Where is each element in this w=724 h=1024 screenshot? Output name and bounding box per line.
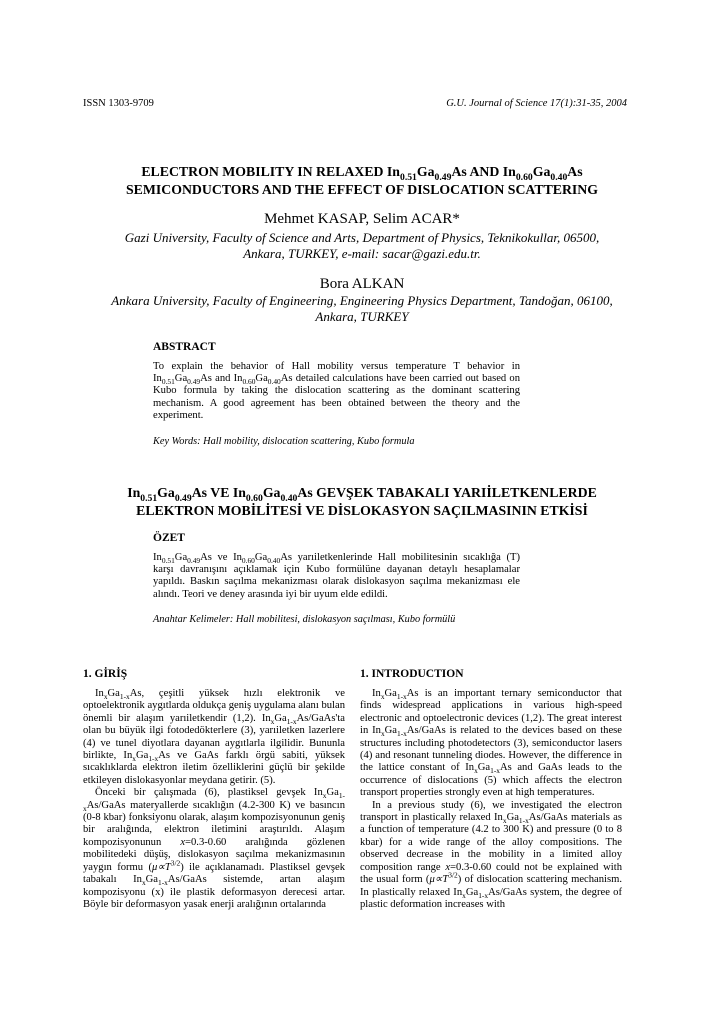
left-paragraph-2: Önceki bir çalışmada (6), plastiksel gevşek $In_xGa_{1-x}As$/GaAs materyallerde sıcaklığın (4.2-300 K) ve basıncın (0-8 kbar) fonksiyonu olarak, alaşım kompozisyonunun geniş bir aralığında, elektron iletimini araştırıldı. Alaşım kompozisyonunun x=0.3-0.60 aralığında gözlenen mobilitedeki düşüş, dislokasyon saçılma mekanizmasının yaygın formu $(\mu\propto T^{3/2})$ ile açıklanamadı. Plastiksel gevşek tabakalı $In_xGa_{1-x}As$/GaAs sistemde, artan alaşım kompozisyonu (x) ile plastik deformasyon derecesi artar. Böyle bir deformasyon yasak enerji aralığının ortalarında xyxy=(83,787,345,910)
ozet-heading: ÖZET xyxy=(153,532,185,544)
title-en-line2: SEMICONDUCTORS AND THE EFFECT OF DISLOCATION SCATTERING xyxy=(126,182,598,197)
keywords-en: Key Words: Hall mobility, dislocation scattering, Kubo formula xyxy=(153,436,415,447)
affiliation-1: Gazi University, Faculty of Science and Arts, Department of Physics, Teknikokullar, 06500, Ankara, TURKEY, e-mail: sacar@gazi.edu.tr. xyxy=(124,230,600,261)
right-paragraph-1: $In_xGa_{1-x}As$ is an important ternary semiconductor that finds widespread applications in various high-speed electronic and optoelectronic devices (1,2). The great interest in $In_xGa_{1-x}As$/GaAs is related to the devices based on these structures including photodetectors (3), semiconductor lasers (4) and resonant tunneling diodes. However, the difference in the lattice constant of $In_xGa_{1-x}As$ and GaAs leads to the occurrence of dislocations (5) which affects the electron transport properties strongly even at high temperatures. xyxy=(360,688,622,799)
ozet-text: $In_{0.51}Ga_{0.49}As$ ve $In_{0.60}Ga_{0.40}As$ yarıiletkenlerinde Hall mobilitesinin sıcaklığa (T) karşı davranışını açıklamak için Kubo formülüne dayanan detaylı hesaplamalar yapıldı. Baskın saçılma mekanizması olarak dislokasyon saçılma mekanizması ele alındı. Teori ve deney arasında iyi bir uyum elde edildi. xyxy=(153,552,520,600)
right-paragraph-2: In a previous study (6), we investigated the electron transport in plastically relaxed $In_xGa_{1-x}As$/GaAs materials as a function of temperature (4.2 to 300 K) and pressure (0 to 8 kbar) for a wide range of the alloy compositions. The observed decrease in the mobility in a limited alloy composition range x=0.3-0.60 could not be explained with the usual form $(\mu\propto T^{3/2})$ of dislocation scattering mechanism. In plastically relaxed $In_xGa_{1-x}As$/GaAs system, the degree of plastic deformation increases with xyxy=(360,799,622,910)
issn-label: ISSN 1303-9709 xyxy=(83,98,154,109)
title-en-line1: ELECTRON MOBILITY IN RELAXED $In_{0.51}Ga_{0.49}As$ AND $In_{0.60}Ga_{0.40}As$ xyxy=(141,164,583,183)
left-column-body xyxy=(83,688,345,911)
authors-group-2: Bora ALKAN xyxy=(319,276,405,292)
keywords-tr: Anahtar Kelimeler: Hall mobilitesi, dislokasyon saçılması, Kubo formülü xyxy=(153,614,456,625)
title-tr-line1: $In_{0.51}Ga_{0.49}As$ VE $In_{0.60}Ga_{0.40}As$ GEVŞEK TABAKALI YARIİLETKENLERDE xyxy=(127,485,597,504)
title-tr-line2: ELEKTRON MOBİLİTESİ VE DİSLOKASYON SAÇILMASININ ETKİSİ xyxy=(136,503,588,518)
affiliation-2: Ankara University, Faculty of Engineering, Engineering Physics Department, Tandoğan, 06100, Ankara, TURKEY xyxy=(111,293,613,324)
abstract-text: To explain the behavior of Hall mobility versus temperature T behavior in $In_{0.51}Ga_{0.49}As$ and $In_{0.60}Ga_{0.40}As$ detailed calculations have been carried out based on Kubo formula by taking the dislocation scattering as the dominant scattering mechanism. A good agreement has been obtained between the theory and the experiment. xyxy=(153,361,520,421)
journal-citation: G.U. Journal of Science 17(1):31-35, 2004 xyxy=(446,98,627,109)
paper-title-tr xyxy=(60,484,664,520)
section-heading-giris: 1. GİRİŞ xyxy=(83,668,128,680)
abstract-heading: ABSTRACT xyxy=(153,341,216,353)
authors-group-1: Mehmet KASAP, Selim ACAR* xyxy=(264,211,460,227)
section-heading-introduction: 1. INTRODUCTION xyxy=(360,668,464,680)
paper-title-en xyxy=(60,163,664,199)
left-paragraph-1: $In_xGa_{1-x}As$, çeşitli yüksek hızlı elektronik ve optoelektronik aygıtlarda oldukça geniş uygulama alanı bulan önemli bir alaşım yarıiletkendir (1,2). $In_xGa_{1-x}As/GaAs'ta$ olan bu büyük ilgi fotodedökterlere (3), yarıiletken lazerlere (4) ve tunel diyotlara dayanan aygıtlarla ilgilidir. Bununla birlikte, $In_xGa_{1-x}As$ ve GaAs farklı örgü sabiti, yüksek sıcaklıklarda elektron iletim özelliklerini güçlü bir şekilde etkileyen dislokasyonlar meydana getirir. (5). xyxy=(83,688,345,786)
right-column-body xyxy=(360,688,622,911)
